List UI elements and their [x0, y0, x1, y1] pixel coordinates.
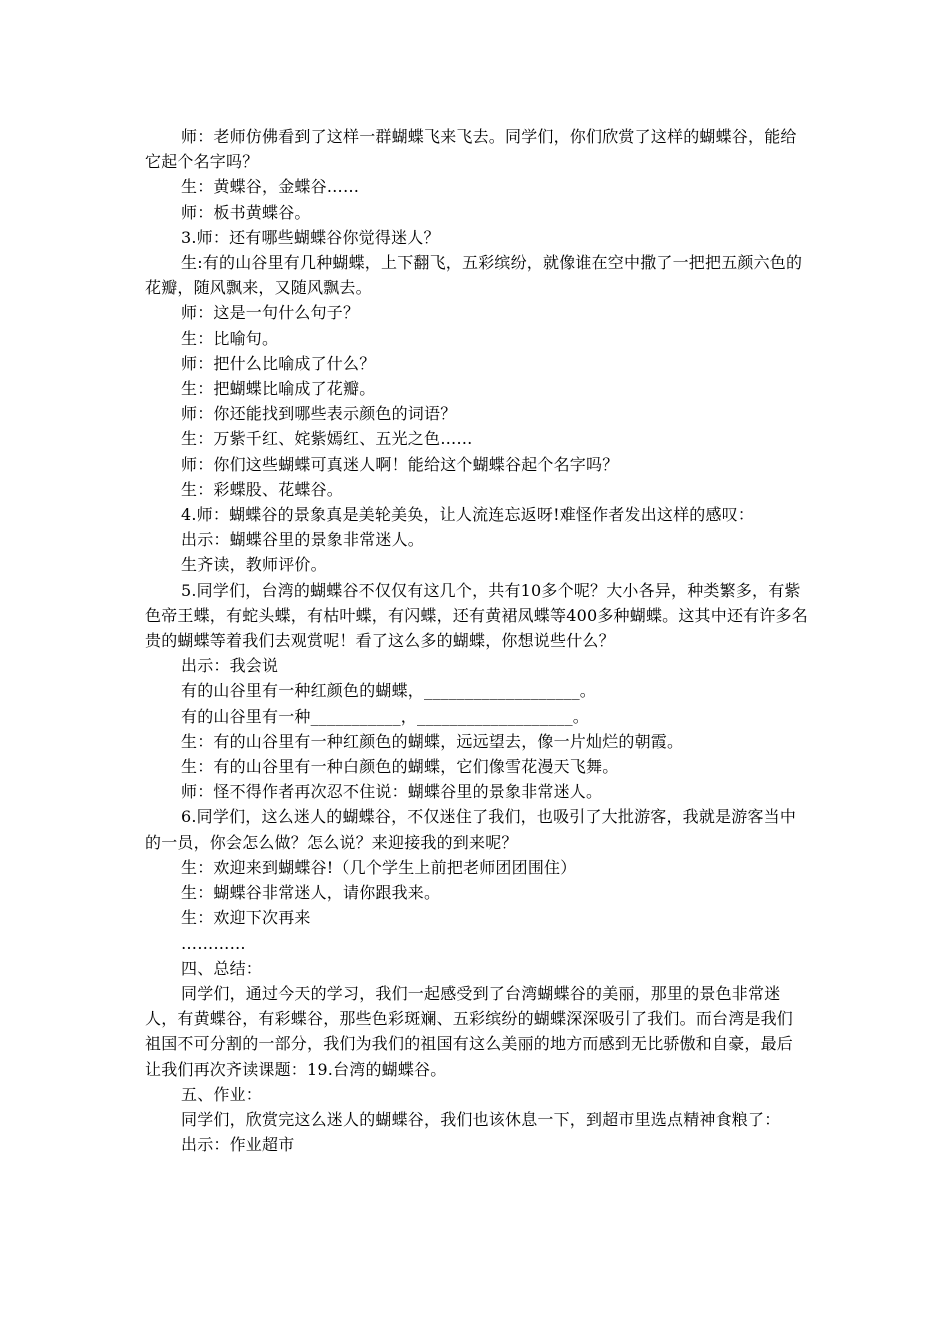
section-heading: 四、总结：: [181, 958, 263, 978]
paragraph: 生：蝴蝶谷非常迷人，请你跟我来。: [181, 883, 441, 903]
paragraph: 4.师：蝴蝶谷的景象真是美轮美奂，让人流连忘返呀!难怪作者发出这样的感叹：: [181, 505, 755, 525]
paragraph: 生：把蝴蝶比喻成了花瓣。: [181, 379, 376, 399]
paragraph: 出示：作业超市: [181, 1135, 295, 1155]
paragraph: 生：黄蝶谷，金蝶谷……: [181, 177, 360, 197]
paragraph: 师：这是一句什么句子？: [181, 303, 360, 323]
paragraph: 师：板书黄蝶谷。: [181, 202, 311, 222]
fill-in-line: 有的山谷里有一种红颜色的蝴蝶，___________________。: [181, 681, 597, 701]
section-heading: 五、作业：: [181, 1084, 263, 1104]
paragraph: 5.同学们，台湾的蝴蝶谷不仅仅有这几个，共有10多个呢？大小各异，种类繁多，有紫色帝王蝶，有蛇头蝶，有枯叶蝶，有闪蝶，还有黄裙凤蝶等400多种蝴蝶。这其中还有许多名贵的蝴蝶等着我们去观赏呢！看了这么多的蝴蝶，你想说些什么？: [145, 580, 808, 651]
paragraph: 同学们，欣赏完这么迷人的蝴蝶谷，我们也该休息一下，到超市里选点精神食粮了：: [181, 1109, 781, 1129]
paragraph: 生：彩蝶股、花蝶谷。: [181, 479, 344, 499]
ellipsis-line: …………: [181, 933, 246, 953]
paragraph: 师：老师仿佛看到了这样一群蝴蝶飞来飞去。同学们，你们欣赏了这样的蝴蝶谷，能给它起个名字吗？: [145, 127, 797, 172]
paragraph: 师：你还能找到哪些表示颜色的词语？: [181, 404, 457, 424]
fill-in-line: 有的山谷里有一种___________，___________________。: [181, 706, 590, 726]
paragraph: 生：比喻句。: [181, 328, 279, 348]
paragraph: 生齐读，教师评价。: [181, 555, 327, 575]
paragraph: 生：欢迎来到蝴蝶谷!（几个学生上前把老师团团围住）: [181, 857, 577, 877]
paragraph: 生：有的山谷里有一种白颜色的蝴蝶，它们像雪花漫天飞舞。: [181, 757, 619, 777]
paragraph: 3.师：还有哪些蝴蝶谷你觉得迷人？: [181, 227, 440, 247]
paragraph: 6.同学们，这么迷人的蝴蝶谷，不仅迷住了我们，也吸引了大批游客，我就是游客当中的一员，你会怎么做？怎么说？来迎接我的到来呢？: [145, 807, 797, 852]
paragraph: 生：欢迎下次再来: [181, 908, 311, 928]
paragraph: 师：怪不得作者再次忍不住说：蝴蝶谷里的景象非常迷人。: [181, 782, 603, 802]
paragraph: 师：你们这些蝴蝶可真迷人啊！能给这个蝴蝶谷起个名字吗？: [181, 454, 619, 474]
paragraph: 同学们，通过今天的学习，我们一起感受到了台湾蝴蝶谷的美丽，那里的景色非常迷人，有黄蝶谷，有彩蝶谷，那些色彩斑斓、五彩缤纷的蝴蝶深深吸引了我们。而台湾是我们祖国不可分割的一部分，我们为我们的祖国有这么美丽的地方而感到无比骄傲和自豪，最后让我们再次齐读课题：19.台湾的蝴蝶谷。: [145, 983, 794, 1079]
paragraph: 生：有的山谷里有一种红颜色的蝴蝶，远远望去，像一片灿烂的朝霞。: [181, 731, 684, 751]
document-body: [145, 124, 809, 1157]
paragraph: 师：把什么比喻成了什么？: [181, 353, 376, 373]
paragraph: 出示：蝴蝶谷里的景象非常迷人。: [181, 530, 425, 550]
paragraph: 生:有的山谷里有几种蝴蝶，上下翻飞，五彩缤纷，就像谁在空中撒了一把把五颜六色的花瓣，随风飘来，又随风飘去。: [145, 253, 803, 298]
paragraph: 生：万紫千红、姹紫嫣红、五光之色……: [181, 429, 473, 449]
paragraph: 出示：我会说: [181, 656, 279, 676]
